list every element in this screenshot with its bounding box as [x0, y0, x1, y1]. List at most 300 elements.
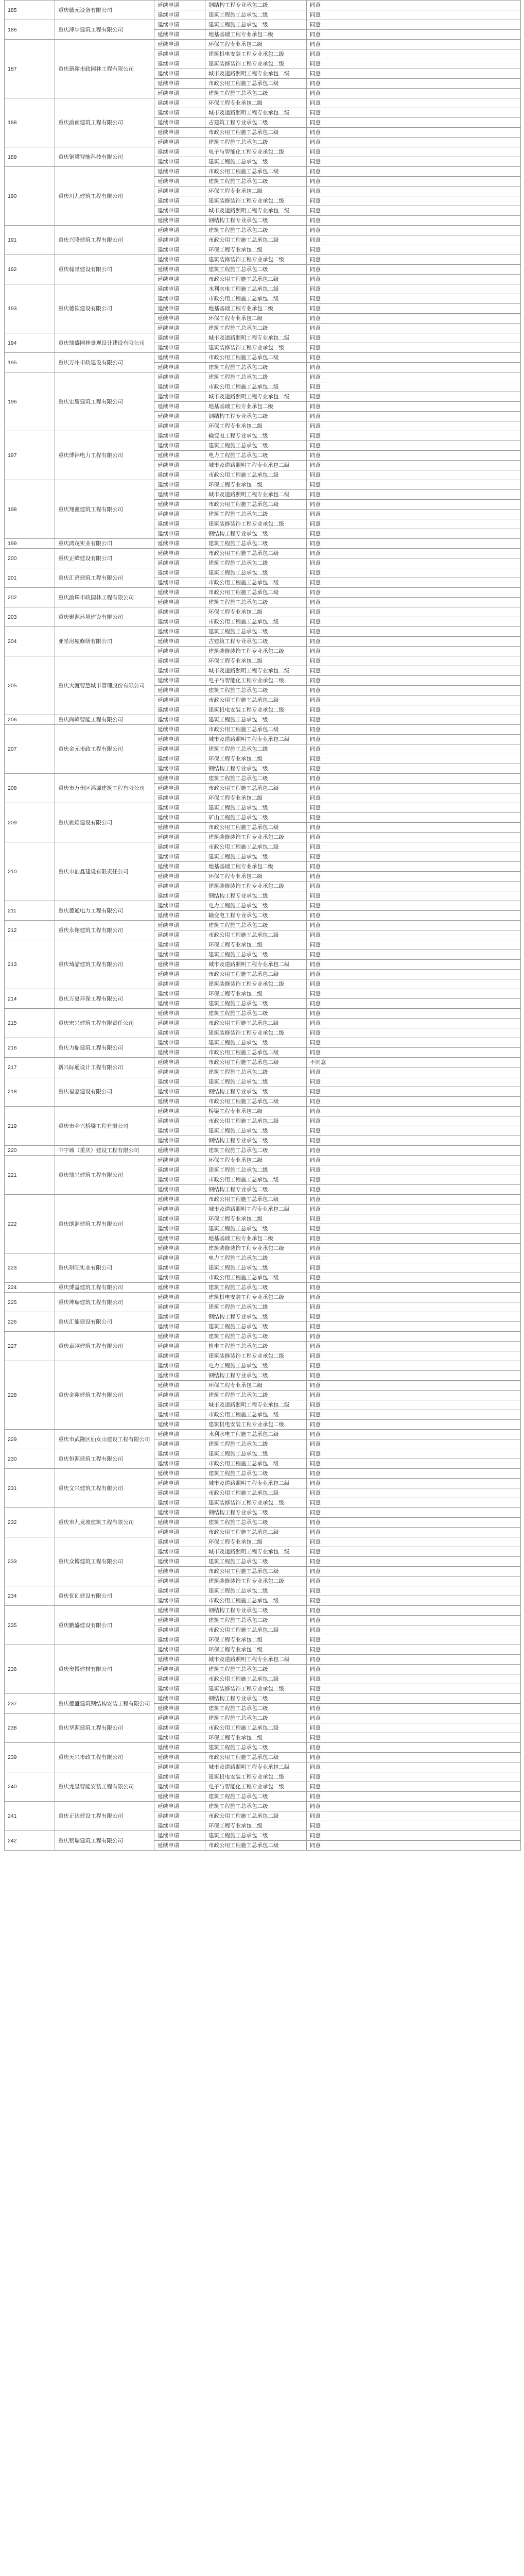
review-result-cell: 同意 [307, 89, 521, 98]
application-type-cell: 延续申请 [154, 1498, 205, 1508]
qualification-item-cell: 环保工程专业承包二级 [205, 245, 307, 255]
review-result-cell: 同意 [307, 1528, 521, 1537]
qualification-item-cell: 钢结构工程专业承包二级 [205, 1087, 307, 1097]
review-result-cell: 同意 [307, 1567, 521, 1577]
application-type-cell: 延续申请 [154, 1606, 205, 1616]
qualification-item-cell: 环保工程专业承包二级 [205, 1821, 307, 1831]
qualification-item-cell: 环保工程专业承包二级 [205, 1645, 307, 1655]
qualification-item-cell: 电子与智能化工程专业承包二级 [205, 1782, 307, 1792]
application-type-cell: 延续申请 [154, 960, 205, 970]
table-row [5, 901, 521, 911]
qualification-item-cell: 环保工程专业承包二级 [205, 793, 307, 803]
table-row [5, 1694, 521, 1704]
review-result-cell: 同意 [307, 1811, 521, 1821]
qualification-item-cell: 建筑工程施工总承包二级 [205, 1792, 307, 1802]
application-type-cell: 延续申请 [154, 324, 205, 333]
application-type-cell: 延续申请 [154, 735, 205, 744]
application-type-cell: 延续申请 [154, 1714, 205, 1723]
review-result-cell: 同意 [307, 1645, 521, 1655]
qualification-item-cell: 电子与智能化工程专业承包二级 [205, 676, 307, 686]
review-result-cell: 同意 [307, 764, 521, 774]
qualification-item-cell: 钢结构工程专业承包二级 [205, 412, 307, 421]
application-type-cell: 延续申请 [154, 1821, 205, 1831]
qualification-item-cell: 建筑工程施工总承包二级 [205, 1165, 307, 1175]
table-row [5, 715, 521, 725]
qualification-item-cell: 环保工程专业承包二级 [205, 656, 307, 666]
review-result-cell: 同意 [307, 275, 521, 284]
qualification-item-cell: 市政公用工程施工总承包二级 [205, 588, 307, 598]
qualification-item-cell: 城市及道路照明工程专业承包二级 [205, 666, 307, 676]
table-row [5, 1586, 521, 1596]
row-number-cell: 207 [5, 725, 55, 774]
review-result-cell: 同意 [307, 216, 521, 226]
qualification-item-cell: 市政公用工程施工总承包二级 [205, 1175, 307, 1185]
application-type-cell: 延续申请 [154, 607, 205, 617]
company-name-cell: 重庆川九建筑工程有限公司 [55, 167, 154, 226]
application-type-cell: 延续申请 [154, 1420, 205, 1430]
qualification-item-cell: 建筑工程施工总承包二级 [205, 138, 307, 147]
qualification-item-cell: 建筑工程施工总承包二级 [205, 950, 307, 960]
review-result-cell: 同意 [307, 979, 521, 989]
company-name-cell: 新兴际通设计工程有限公司 [55, 1058, 154, 1077]
application-type-cell: 延续申请 [154, 950, 205, 960]
row-number-cell: 185 [5, 1, 55, 20]
review-result-cell: 同意 [307, 510, 521, 519]
company-name-cell: 中宇城（重庆）建设工程有限公司 [55, 1146, 154, 1156]
review-result-cell: 同意 [307, 1116, 521, 1126]
application-type-cell: 延续申请 [154, 1459, 205, 1469]
review-result-cell: 同意 [307, 1205, 521, 1214]
application-type-cell: 延续申请 [154, 1567, 205, 1577]
review-result-cell: 同意 [307, 412, 521, 421]
row-number-cell: 196 [5, 372, 55, 431]
application-type-cell: 延续申请 [154, 833, 205, 842]
qualification-item-cell: 地基基础工程专业承包二级 [205, 30, 307, 40]
row-number-cell: 215 [5, 1009, 55, 1038]
application-type-cell: 延续申请 [154, 363, 205, 372]
row-number-cell: 213 [5, 940, 55, 989]
review-result-cell: 同意 [307, 852, 521, 862]
review-result-cell: 同意 [307, 558, 521, 568]
application-type-cell: 延续申请 [154, 754, 205, 764]
table-row [5, 1195, 521, 1205]
qualification-item-cell: 建筑机电安装工程专业承包二级 [205, 1420, 307, 1430]
review-result-cell: 同意 [307, 1009, 521, 1019]
qualification-item-cell: 建筑装修装饰工程专业承包二级 [205, 255, 307, 265]
application-type-cell: 延续申请 [154, 235, 205, 245]
review-result-cell: 同意 [307, 1185, 521, 1195]
row-number-cell: 223 [5, 1253, 55, 1283]
row-number-cell: 226 [5, 1312, 55, 1332]
application-type-cell: 延续申请 [154, 813, 205, 823]
application-type-cell: 延续申请 [154, 1547, 205, 1557]
company-name-cell: 重庆博益建筑工程有限公司 [55, 1283, 154, 1293]
review-result-cell: 同意 [307, 40, 521, 49]
review-result-cell: 同意 [307, 431, 521, 441]
qualification-item-cell: 建筑工程施工总承包二级 [205, 1557, 307, 1567]
application-type-cell: 延续申请 [154, 999, 205, 1009]
table-row [5, 1772, 521, 1782]
row-number-cell: 220 [5, 1146, 55, 1156]
review-result-cell: 同意 [307, 1449, 521, 1459]
qualification-item-cell: 建筑工程施工总承包二级 [205, 1224, 307, 1234]
qualification-item-cell: 建筑装修装饰工程专业承包二级 [205, 59, 307, 69]
row-number-cell: 194 [5, 333, 55, 353]
review-result-cell: 同意 [307, 1635, 521, 1645]
review-result-cell: 同意 [307, 1410, 521, 1420]
review-result-cell: 同意 [307, 1391, 521, 1400]
table-row [5, 940, 521, 950]
application-type-cell: 延续申请 [154, 392, 205, 402]
table-row [5, 568, 521, 578]
review-result-cell: 同意 [307, 1175, 521, 1185]
row-number-cell: 214 [5, 989, 55, 1009]
qualification-item-cell: 地基基础工程专业承包二级 [205, 304, 307, 314]
table-row [5, 1469, 521, 1479]
company-name-cell: 重庆天兴市政工程有限公司 [55, 1743, 154, 1772]
review-result-cell: 同意 [307, 49, 521, 59]
application-type-cell: 延续申请 [154, 1205, 205, 1214]
table-row [5, 539, 521, 549]
review-result-cell: 同意 [307, 1234, 521, 1244]
table-row [5, 1361, 521, 1371]
row-number-cell: 229 [5, 1430, 55, 1449]
application-type-cell: 延续申请 [154, 627, 205, 637]
application-type-cell: 延续申请 [154, 1019, 205, 1028]
review-result-cell: 同意 [307, 549, 521, 558]
qualification-item-cell: 机电工程施工总承包二级 [205, 1342, 307, 1351]
table-row [5, 20, 521, 30]
application-type-cell: 延续申请 [154, 901, 205, 911]
qualification-item-cell: 市政公用工程施工总承包二级 [205, 1674, 307, 1684]
row-number-cell: 230 [5, 1449, 55, 1469]
application-type-cell: 延续申请 [154, 764, 205, 774]
review-result-cell: 同意 [307, 647, 521, 656]
review-result-cell: 同意 [307, 1577, 521, 1586]
qualification-item-cell: 市政公用工程施工总承包二级 [205, 1058, 307, 1067]
qualification-item-cell: 建筑装修装饰工程专业承包二级 [205, 1351, 307, 1361]
review-result-cell: 同意 [307, 382, 521, 392]
review-result-cell: 同意 [307, 1146, 521, 1156]
qualification-item-cell: 市政公用工程施工总承包二级 [205, 79, 307, 89]
review-result-cell: 同意 [307, 999, 521, 1009]
row-number-cell: 200 [5, 549, 55, 568]
qualification-item-cell: 城市及道路照明工程专业承包二级 [205, 1400, 307, 1410]
qualification-item-cell: 环保工程专业承包二级 [205, 1214, 307, 1224]
qualification-item-cell: 建筑装修装饰工程专业承包二级 [205, 1684, 307, 1694]
application-type-cell: 延续申请 [154, 167, 205, 177]
application-type-cell: 延续申请 [154, 930, 205, 940]
company-name-cell: 重庆铭瑞建筑工程有限公司 [55, 1831, 154, 1851]
review-result-cell: 同意 [307, 617, 521, 627]
review-result-cell: 同意 [307, 754, 521, 764]
row-number-cell: 186 [5, 20, 55, 40]
table-row [5, 1743, 521, 1753]
company-name-cell: 亚星房屋修缮有限公司 [55, 627, 154, 656]
qualification-item-cell: 建筑工程施工总承包二级 [205, 1743, 307, 1753]
qualification-item-cell: 城市及道路照明工程专业承包二级 [205, 735, 307, 744]
review-result-cell: 同意 [307, 392, 521, 402]
qualification-item-cell: 建筑装修装饰工程专业承包二级 [205, 343, 307, 353]
qualification-item-cell: 电力工程施工总承包二级 [205, 1361, 307, 1371]
application-type-cell: 延续申请 [154, 69, 205, 79]
application-type-cell: 延续申请 [154, 421, 205, 431]
application-type-cell: 延续申请 [154, 1772, 205, 1782]
company-name-cell: 重庆正达建设工程有限公司 [55, 1802, 154, 1831]
application-type-cell: 延续申请 [154, 1028, 205, 1038]
application-type-cell: 延续申请 [154, 1175, 205, 1185]
qualification-item-cell: 市政公用工程施工总承包二级 [205, 1811, 307, 1821]
table-row [5, 353, 521, 363]
application-type-cell: 延续申请 [154, 842, 205, 852]
application-type-cell: 延续申请 [154, 656, 205, 666]
review-result-cell: 同意 [307, 177, 521, 187]
qualification-item-cell: 建筑工程施工总承包二级 [205, 1263, 307, 1273]
table-row [5, 284, 521, 294]
application-type-cell: 延续申请 [154, 1645, 205, 1655]
application-type-cell: 延续申请 [154, 725, 205, 735]
review-result-cell: 同意 [307, 167, 521, 177]
table-row [5, 1, 521, 10]
review-result-cell: 同意 [307, 10, 521, 20]
application-type-cell: 延续申请 [154, 872, 205, 882]
table-row [5, 1156, 521, 1165]
row-number-cell: 233 [5, 1537, 55, 1586]
company-name-cell: 重庆众博建筑工程有限公司 [55, 1537, 154, 1586]
review-result-cell: 同意 [307, 372, 521, 382]
review-result-cell: 同意 [307, 989, 521, 999]
qualification-item-cell: 电力工程施工总承包二级 [205, 901, 307, 911]
application-type-cell: 延续申请 [154, 940, 205, 950]
review-result-cell: 同意 [307, 1606, 521, 1616]
application-type-cell: 延续申请 [154, 1293, 205, 1302]
application-type-cell: 延续申请 [154, 1244, 205, 1253]
row-number-cell: 204 [5, 627, 55, 656]
review-result-cell: 同意 [307, 666, 521, 676]
review-result-cell: 同意 [307, 1772, 521, 1782]
qualification-item-cell: 市政公用工程施工总承包二级 [205, 294, 307, 304]
application-type-cell: 延续申请 [154, 284, 205, 294]
qualification-item-cell: 电力工程施工总承包二级 [205, 451, 307, 461]
qualification-item-cell: 市政公用工程施工总承包二级 [205, 1195, 307, 1205]
table-row [5, 147, 521, 157]
application-type-cell: 延续申请 [154, 1674, 205, 1684]
application-type-cell: 延续申请 [154, 206, 205, 216]
application-type-cell: 延续申请 [154, 705, 205, 715]
company-name-cell: 重庆新翔市政园林工程有限公司 [55, 40, 154, 98]
application-type-cell: 延续申请 [154, 1518, 205, 1528]
application-type-cell: 延续申请 [154, 1156, 205, 1165]
row-number-cell: 238 [5, 1714, 55, 1743]
qualification-item-cell: 建筑工程施工总承包二级 [205, 1831, 307, 1841]
application-type-cell: 延续申请 [154, 715, 205, 725]
table-row [5, 921, 521, 930]
table-row [5, 1714, 521, 1723]
table-row [5, 1508, 521, 1518]
qualification-item-cell: 市政公用工程施工总承包二级 [205, 696, 307, 705]
company-name-cell: 重庆兴隆建筑工程有限公司 [55, 226, 154, 255]
qualification-item-cell: 建筑工程施工总承包二级 [205, 1009, 307, 1019]
row-number-cell: 236 [5, 1645, 55, 1694]
application-type-cell: 延续申请 [154, 676, 205, 686]
qualification-item-cell: 建筑工程施工总承包二级 [205, 10, 307, 20]
review-result-cell: 同意 [307, 1762, 521, 1772]
row-number-cell: 202 [5, 588, 55, 607]
application-type-cell: 延续申请 [154, 617, 205, 627]
review-result-cell: 同意 [307, 245, 521, 255]
review-result-cell: 同意 [307, 1087, 521, 1097]
qualification-item-cell: 建筑工程施工总承包二级 [205, 921, 307, 930]
company-name-cell: 重庆万夏环保工程有限公司 [55, 989, 154, 1009]
application-type-cell: 延续申请 [154, 431, 205, 441]
qualification-item-cell: 建筑工程施工总承包二级 [205, 510, 307, 519]
qualification-item-cell: 建筑工程施工总承包二级 [205, 89, 307, 98]
review-result-cell: 同意 [307, 1263, 521, 1273]
qualification-item-cell: 建筑工程施工总承包二级 [205, 558, 307, 568]
qualification-item-cell: 建筑工程施工总承包二级 [205, 598, 307, 607]
review-result-cell: 同意 [307, 705, 521, 715]
qualification-item-cell: 建筑装修装饰工程专业承包二级 [205, 1244, 307, 1253]
company-name-cell: 重庆万州市政建设有限公司 [55, 353, 154, 372]
qualification-item-cell: 建筑工程施工总承包二级 [205, 157, 307, 167]
application-type-cell: 延续申请 [154, 1528, 205, 1537]
application-type-cell: 延续申请 [154, 1107, 205, 1116]
application-type-cell: 延续申请 [154, 1586, 205, 1596]
review-result-cell: 同意 [307, 1459, 521, 1469]
application-type-cell: 延续申请 [154, 118, 205, 128]
company-name-cell: 重庆翔鑫建筑工程有限公司 [55, 480, 154, 539]
row-number-cell: 211 [5, 901, 55, 921]
table-row [5, 333, 521, 343]
row-number-cell: 222 [5, 1195, 55, 1253]
review-result-cell: 同意 [307, 823, 521, 833]
company-name-cell: 重庆市武隆区仙女山建设工程有限公司 [55, 1430, 154, 1449]
application-type-cell: 延续申请 [154, 30, 205, 40]
review-result-cell: 同意 [307, 744, 521, 754]
qualification-item-cell: 电子与智能化工程专业承包二级 [205, 147, 307, 157]
qualification-item-cell: 建筑工程施工总承包二级 [205, 1302, 307, 1312]
table-row [5, 98, 521, 108]
qualification-item-cell: 地基基础工程专业承包二级 [205, 1234, 307, 1244]
review-result-cell: 同意 [307, 1322, 521, 1332]
review-result-cell: 同意 [307, 529, 521, 539]
company-name-cell: 重庆汇能建设有限公司 [55, 1312, 154, 1332]
qualification-item-cell: 建筑工程施工总承包二级 [205, 1586, 307, 1596]
row-number-cell: 227 [5, 1332, 55, 1361]
review-result-cell: 同意 [307, 568, 521, 578]
application-type-cell: 延续申请 [154, 147, 205, 157]
row-number-cell: 209 [5, 803, 55, 842]
table-row [5, 725, 521, 735]
qualification-item-cell: 城市及道路照明工程专业承包二级 [205, 392, 307, 402]
row-number-cell: 240 [5, 1772, 55, 1802]
application-type-cell: 延续申请 [154, 1391, 205, 1400]
table-row [5, 1009, 521, 1019]
table-row [5, 40, 521, 49]
application-type-cell: 延续申请 [154, 1087, 205, 1097]
table-row [5, 1802, 521, 1811]
application-type-cell: 延续申请 [154, 970, 205, 979]
application-type-cell: 延续申请 [154, 255, 205, 265]
application-type-cell: 延续申请 [154, 1655, 205, 1665]
review-result-cell: 同意 [307, 519, 521, 529]
application-type-cell: 延续申请 [154, 686, 205, 696]
review-result-cell: 同意 [307, 1351, 521, 1361]
table-row [5, 656, 521, 666]
qualification-item-cell: 建筑工程施工总承包二级 [205, 265, 307, 275]
qualification-item-cell: 市政公用工程施工总承包二级 [205, 167, 307, 177]
company-name-cell: 重庆德钦建设有限公司 [55, 284, 154, 333]
company-name-cell: 重庆优创建设有限公司 [55, 1586, 154, 1606]
application-type-cell: 延续申请 [154, 1449, 205, 1459]
qualification-item-cell: 环保工程专业承包二级 [205, 1537, 307, 1547]
qualification-item-cell: 市政公用工程施工总承包二级 [205, 500, 307, 510]
review-result-cell: 同意 [307, 1302, 521, 1312]
review-result-cell: 同意 [307, 813, 521, 823]
review-result-cell: 同意 [307, 1743, 521, 1753]
qualification-item-cell: 建筑装修装饰工程专业承包二级 [205, 1498, 307, 1508]
qualification-item-cell: 建筑工程施工总承包二级 [205, 1469, 307, 1479]
qualification-item-cell: 市政公用工程施工总承包二级 [205, 1567, 307, 1577]
application-type-cell: 延续申请 [154, 862, 205, 872]
company-name-cell: 重庆大渡智慧城市管理股份有限公司 [55, 656, 154, 715]
application-type-cell: 延续申请 [154, 1684, 205, 1694]
application-type-cell: 延续申请 [154, 921, 205, 930]
review-result-cell: 同意 [307, 1537, 521, 1547]
company-name-cell: 重庆福嘉建设有限公司 [55, 1077, 154, 1107]
qualification-item-cell: 建筑工程施工总承包二级 [205, 1283, 307, 1293]
table-row [5, 1146, 521, 1156]
row-number-cell: 212 [5, 921, 55, 940]
review-result-cell: 同意 [307, 304, 521, 314]
review-result-cell: 同意 [307, 187, 521, 196]
qualification-item-cell: 建筑工程施工总承包二级 [205, 803, 307, 813]
review-result-cell: 同意 [307, 1723, 521, 1733]
review-result-cell: 同意 [307, 1195, 521, 1205]
application-type-cell: 延续申请 [154, 1811, 205, 1821]
application-type-cell: 延续申请 [154, 343, 205, 353]
review-result-cell: 同意 [307, 970, 521, 979]
qualification-item-cell: 建筑装修装饰工程专业承包二级 [205, 1028, 307, 1038]
review-result-cell: 同意 [307, 1371, 521, 1381]
application-type-cell: 延续申请 [154, 1430, 205, 1439]
review-result-cell: 同意 [307, 294, 521, 304]
application-type-cell: 延续申请 [154, 304, 205, 314]
company-name-cell: 重庆宏兴建筑工程有限责任公司 [55, 1009, 154, 1038]
application-type-cell: 延续申请 [154, 1488, 205, 1498]
qualification-item-cell: 环保工程专业承包二级 [205, 1381, 307, 1391]
application-type-cell: 延续申请 [154, 1136, 205, 1146]
application-type-cell: 延续申请 [154, 1224, 205, 1234]
table-row [5, 1253, 521, 1263]
qualification-item-cell: 市政公用工程施工总承包二级 [205, 235, 307, 245]
application-type-cell: 延续申请 [154, 402, 205, 412]
application-type-cell: 延续申请 [154, 1400, 205, 1410]
review-result-cell: 同意 [307, 314, 521, 324]
qualification-item-cell: 建筑机电安装工程专业承包二级 [205, 705, 307, 715]
application-type-cell: 延续申请 [154, 1097, 205, 1107]
company-name-cell: 重庆博锦电力工程有限公司 [55, 431, 154, 480]
review-result-cell: 同意 [307, 1224, 521, 1234]
application-type-cell: 延续申请 [154, 1743, 205, 1753]
review-result-cell: 同意 [307, 1684, 521, 1694]
review-result-cell: 同意 [307, 1136, 521, 1146]
application-type-cell: 延续申请 [154, 1733, 205, 1743]
qualification-item-cell: 钢结构工程专业承包二级 [205, 1312, 307, 1322]
company-name-cell: 重庆翰星建设有限公司 [55, 255, 154, 284]
qualification-item-cell: 矿山工程施工总承包二级 [205, 813, 307, 823]
table-row [5, 1537, 521, 1547]
